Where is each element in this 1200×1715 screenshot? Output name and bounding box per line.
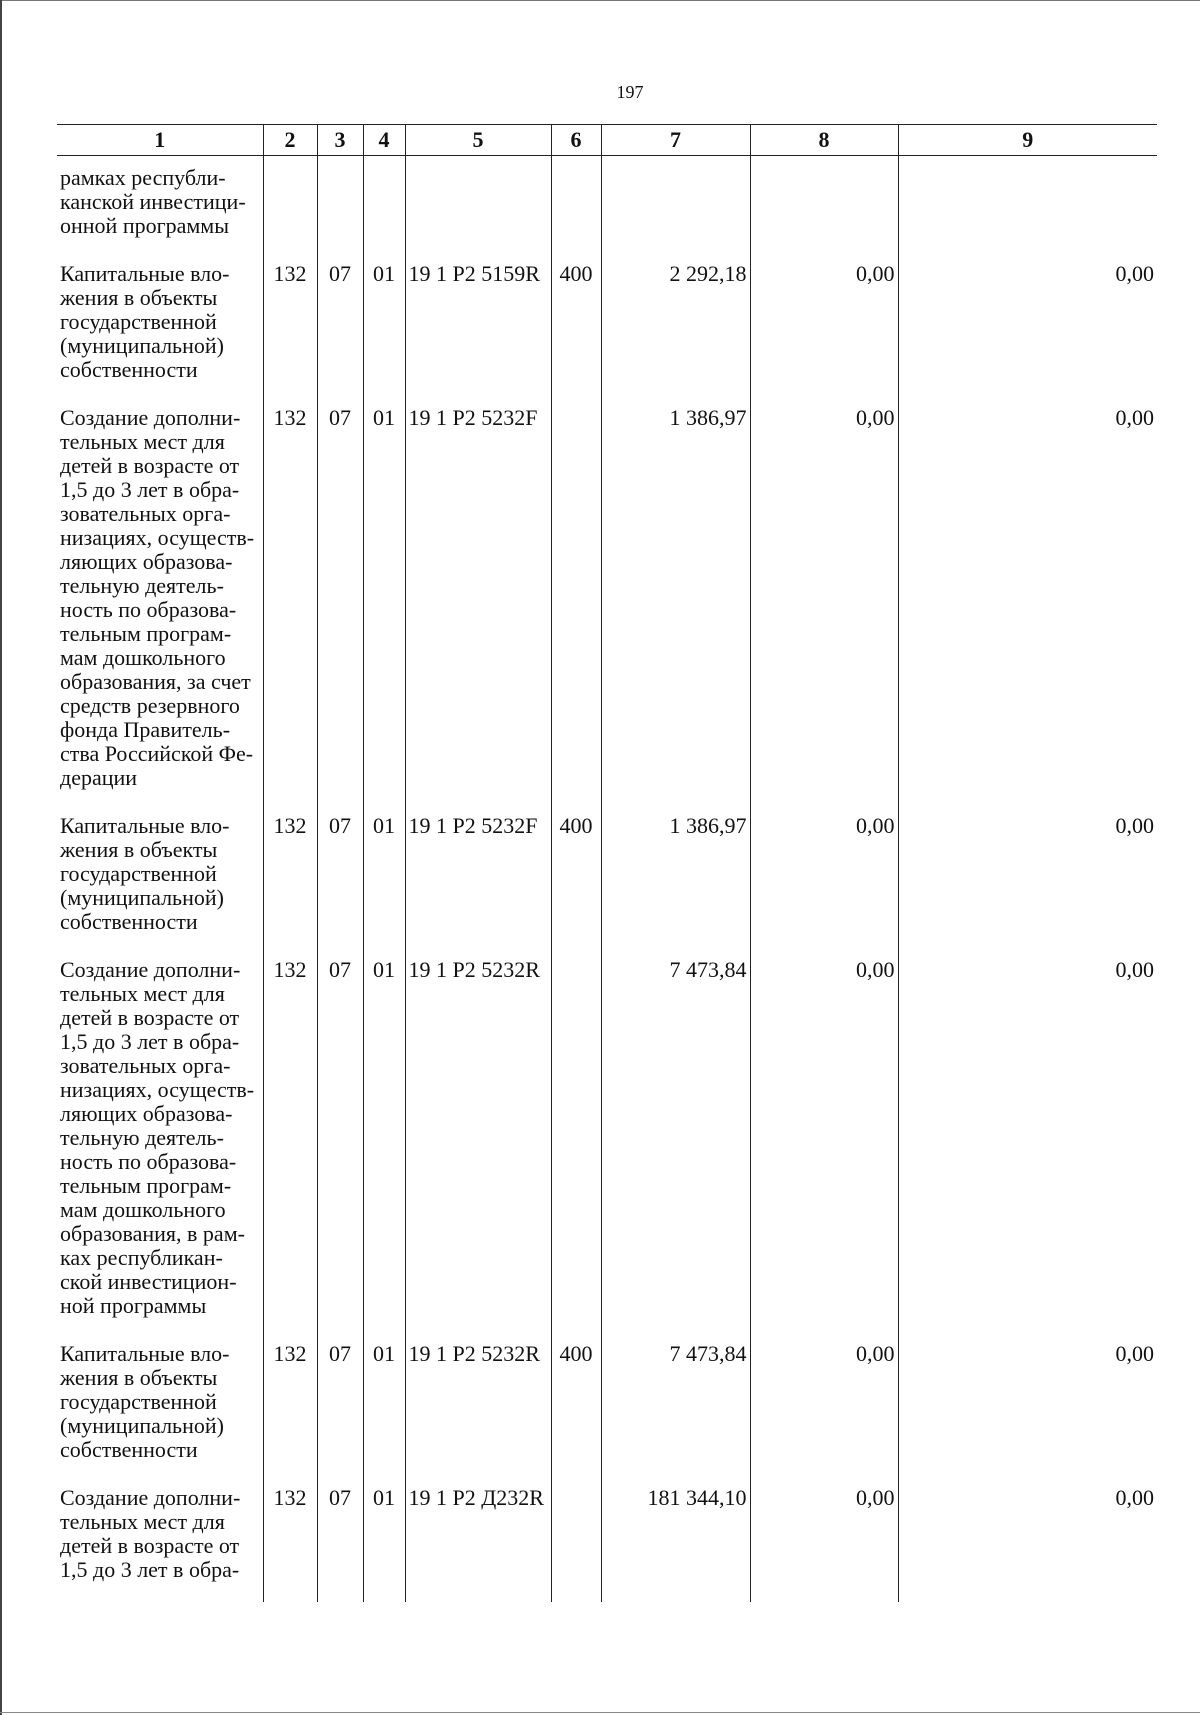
cell-amount-col9: 0,00: [898, 258, 1157, 402]
column-header: 6: [551, 125, 601, 156]
cell-amount-col7: 7 473,84: [601, 1338, 750, 1482]
table-row: [57, 810, 1157, 954]
cell-amount-col8: 0,00: [750, 1482, 898, 1602]
table-row: [57, 954, 1157, 1338]
table-row: [57, 258, 1157, 402]
cell-target-article: [405, 156, 551, 259]
cell-subsection: 01: [363, 810, 405, 954]
cell-section: 07: [317, 1338, 363, 1482]
cell-amount-col7: 1 386,97: [601, 810, 750, 954]
cell-section: 07: [317, 1482, 363, 1602]
cell-subsection: 01: [363, 954, 405, 1338]
cell-section: 07: [317, 258, 363, 402]
row-description: Капитальные вло- жения в объекты государственной (муниципальной) собственности: [57, 1338, 263, 1482]
page-number: 197: [616, 82, 644, 102]
row-description: Капитальные вло- жения в объекты государственной (муниципальной) собственности: [57, 258, 263, 402]
cell-expense-type: 400: [551, 1338, 601, 1482]
cell-target-article: 19 1 P2 5232F: [405, 810, 551, 954]
cell-ministry-code: 132: [263, 954, 317, 1338]
cell-amount-col9: 0,00: [898, 1482, 1157, 1602]
cell-expense-type: 400: [551, 258, 601, 402]
cell-amount-col9: 0,00: [898, 1338, 1157, 1482]
table-row: [57, 156, 1157, 259]
table-row: [57, 402, 1157, 810]
budget-table: [57, 124, 1157, 1602]
cell-ministry-code: 132: [263, 1482, 317, 1602]
cell-amount-col8: [750, 156, 898, 259]
page-frame-top: [0, 0, 1200, 1]
cell-ministry-code: 132: [263, 1338, 317, 1482]
cell-amount-col9: [898, 156, 1157, 259]
cell-expense-type: [551, 1482, 601, 1602]
cell-expense-type: [551, 402, 601, 810]
cell-amount-col7: [601, 156, 750, 259]
column-header: 7: [601, 125, 750, 156]
column-header: 5: [405, 125, 551, 156]
table-header-row: [57, 125, 1157, 156]
cell-amount-col7: 1 386,97: [601, 402, 750, 810]
cell-subsection: 01: [363, 402, 405, 810]
column-header: 2: [263, 125, 317, 156]
cell-amount-col8: 0,00: [750, 954, 898, 1338]
cell-amount-col9: 0,00: [898, 402, 1157, 810]
cell-target-article: 19 1 P2 5232F: [405, 402, 551, 810]
cell-amount-col8: 0,00: [750, 810, 898, 954]
page-frame-left: [0, 0, 2, 1715]
cell-amount-col9: 0,00: [898, 810, 1157, 954]
cell-section: 07: [317, 402, 363, 810]
cell-ministry-code: 132: [263, 402, 317, 810]
cell-amount-col7: 2 292,18: [601, 258, 750, 402]
column-header: 1: [57, 125, 263, 156]
cell-subsection: 01: [363, 1482, 405, 1602]
cell-ministry-code: 132: [263, 258, 317, 402]
column-header: 8: [750, 125, 898, 156]
cell-section: 07: [317, 810, 363, 954]
column-header: 9: [898, 125, 1157, 156]
cell-subsection: 01: [363, 258, 405, 402]
column-header: 3: [317, 125, 363, 156]
cell-target-article: 19 1 P2 5159R: [405, 258, 551, 402]
cell-section: 07: [317, 954, 363, 1338]
cell-amount-col7: 181 344,10: [601, 1482, 750, 1602]
cell-subsection: [363, 156, 405, 259]
cell-ministry-code: 132: [263, 810, 317, 954]
cell-expense-type: [551, 156, 601, 259]
row-description: Создание дополни- тельных мест для детей в возрасте от 1,5 до 3 лет в обра- зовательных орга- низациях, осуществ- ляющих образова- тельную деятель- ность по образова- тельным програм- мам дошкольного образования, за счет средств резервного фонда Правитель- ства Российской Фе- дерации: [57, 402, 263, 810]
row-description: Создание дополни- тельных мест для детей в возрасте от 1,5 до 3 лет в обра-: [57, 1482, 263, 1602]
cell-subsection: 01: [363, 1338, 405, 1482]
cell-ministry-code: [263, 156, 317, 259]
table-row: [57, 1482, 1157, 1602]
cell-target-article: 19 1 P2 5232R: [405, 954, 551, 1338]
cell-expense-type: [551, 954, 601, 1338]
row-description: Капитальные вло- жения в объекты государственной (муниципальной) собственности: [57, 810, 263, 954]
cell-target-article: 19 1 P2 Д232R: [405, 1482, 551, 1602]
cell-section: [317, 156, 363, 259]
row-description: рамках республи- канской инвестици- онной программы: [57, 156, 263, 259]
table-row: [57, 1338, 1157, 1482]
cell-amount-col8: 0,00: [750, 402, 898, 810]
row-description: Создание дополни- тельных мест для детей в возрасте от 1,5 до 3 лет в обра- зовательных орга- низациях, осуществ- ляющих образова- тельную деятель- ность по образова- тельным програм- мам дошкольного образования, в рам- ках республикан- ской инвестицион- ной программы: [57, 954, 263, 1338]
cell-target-article: 19 1 P2 5232R: [405, 1338, 551, 1482]
cell-expense-type: 400: [551, 810, 601, 954]
cell-amount-col7: 7 473,84: [601, 954, 750, 1338]
column-header: 4: [363, 125, 405, 156]
cell-amount-col9: 0,00: [898, 954, 1157, 1338]
cell-amount-col8: 0,00: [750, 1338, 898, 1482]
page-frame-bottom: [0, 1712, 1200, 1713]
cell-amount-col8: 0,00: [750, 258, 898, 402]
